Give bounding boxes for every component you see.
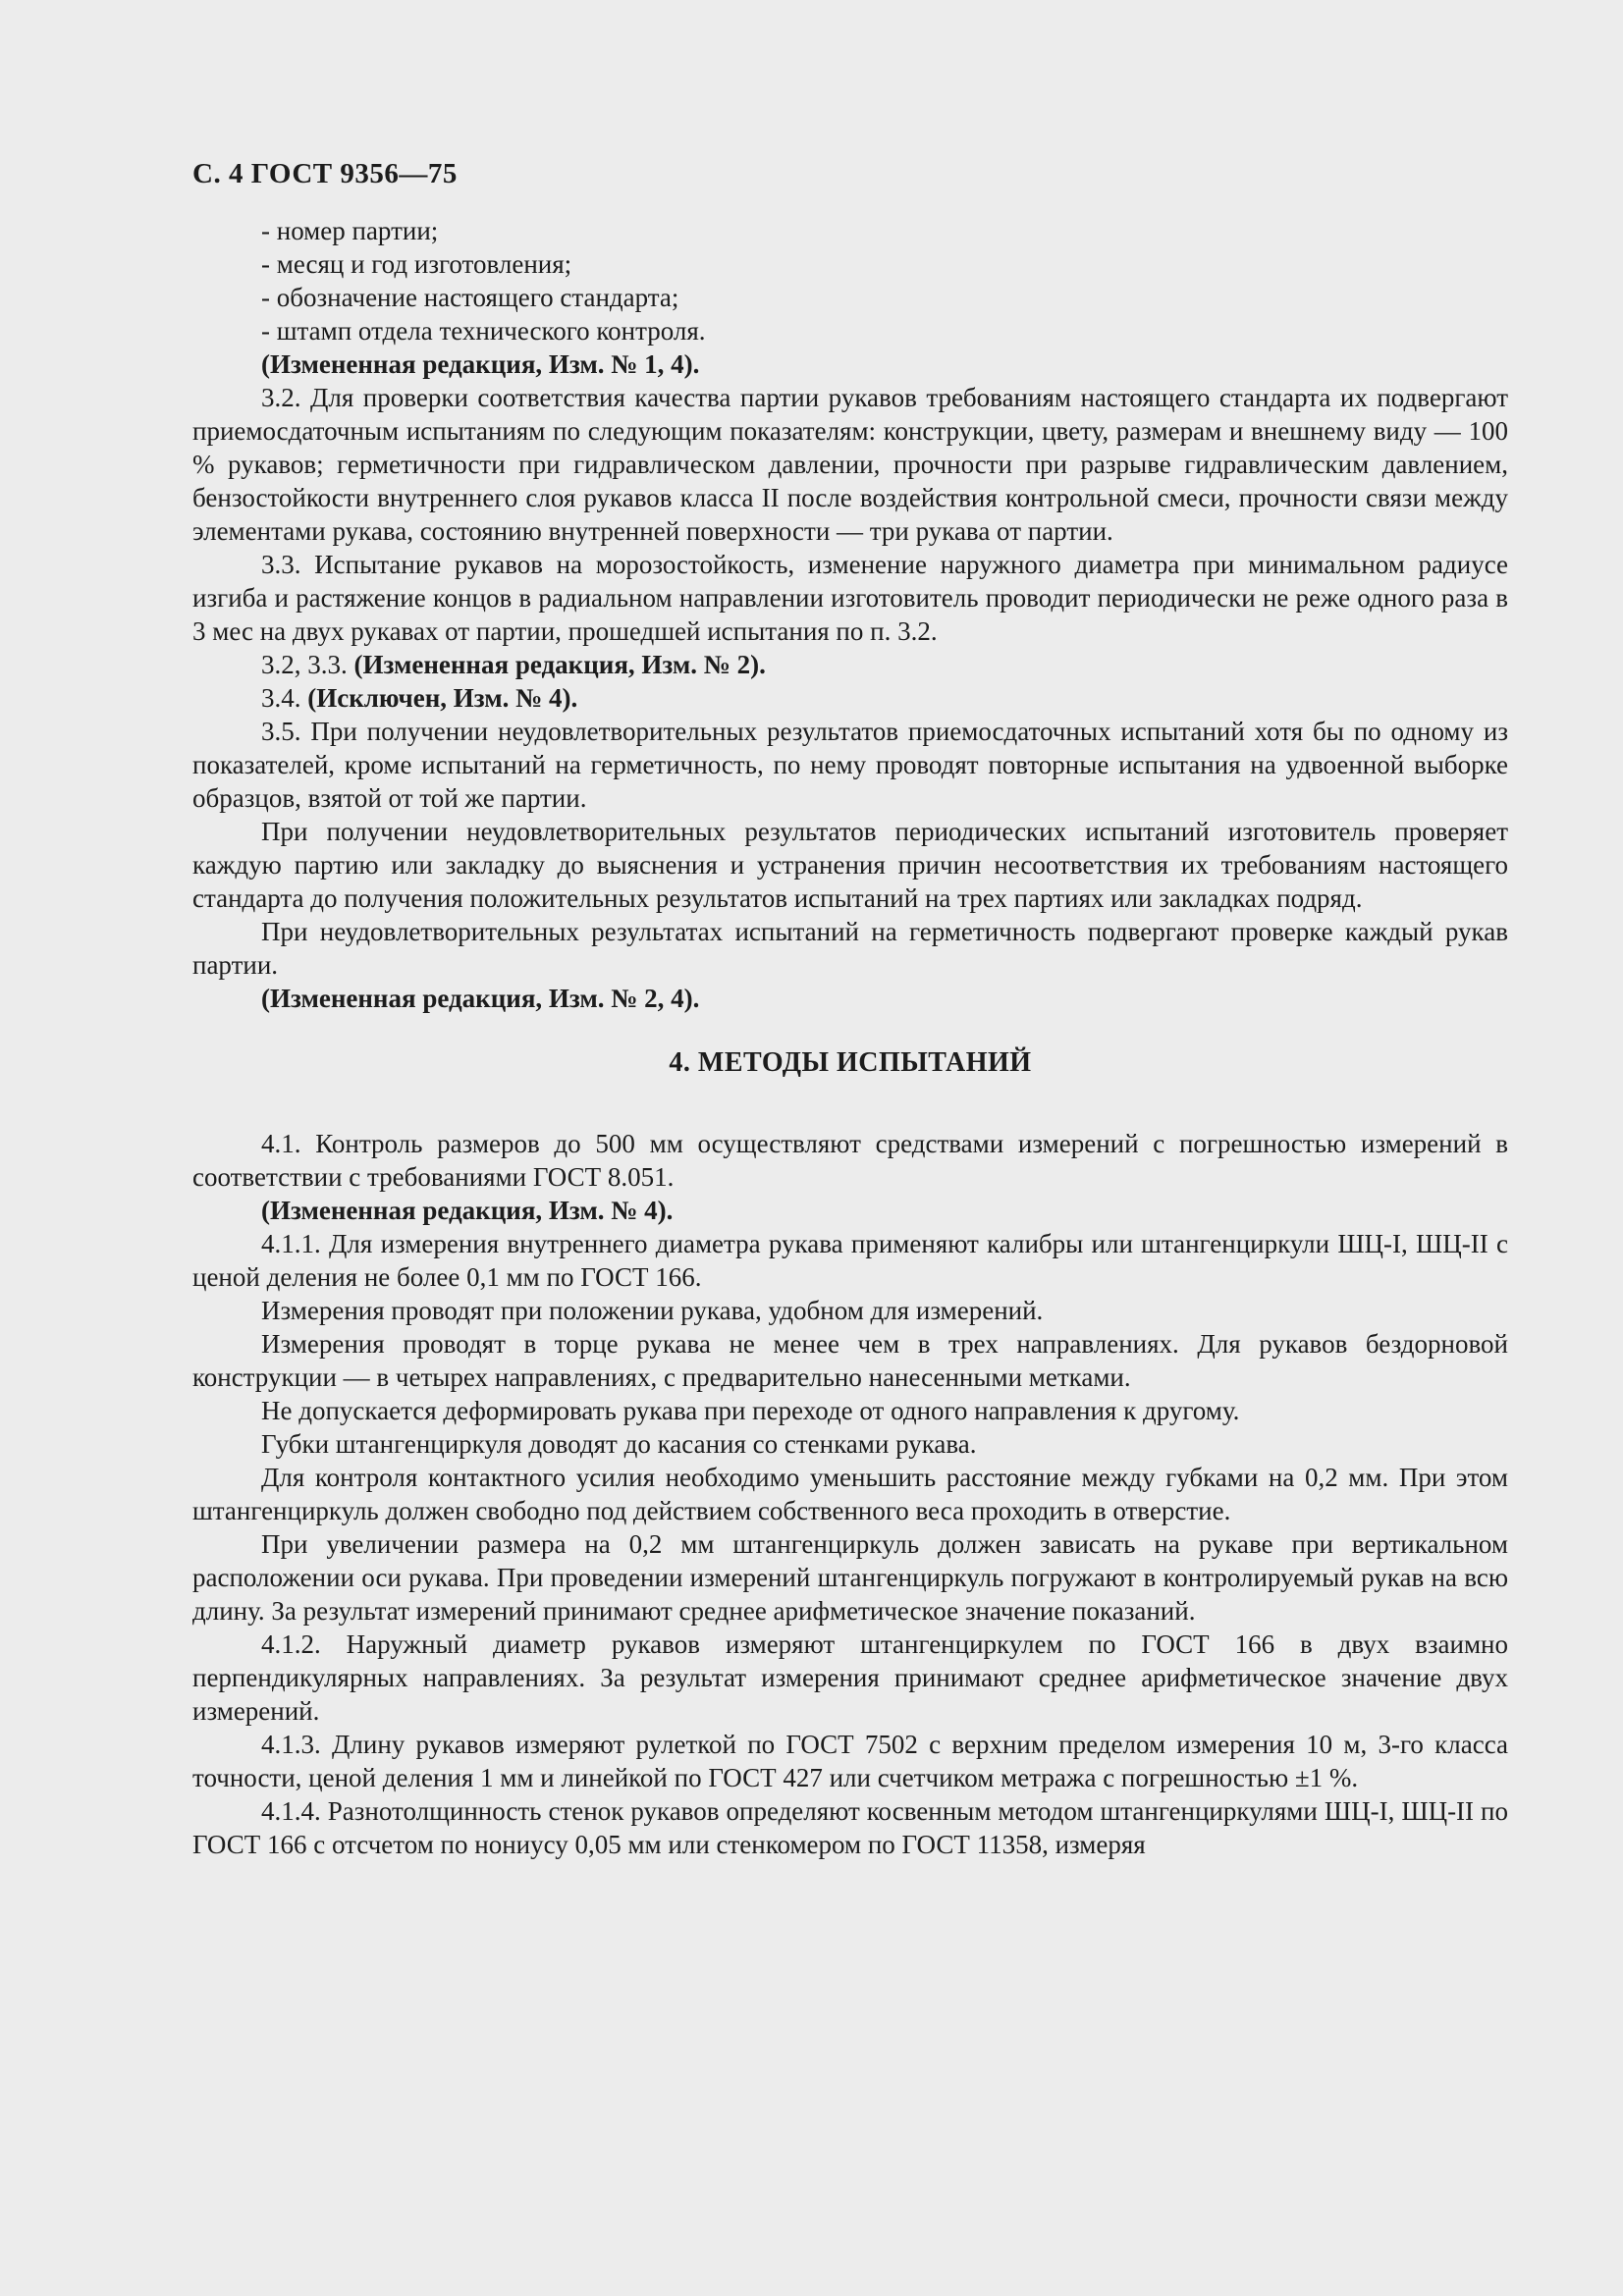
- amendment-prefix: 3.2, 3.3.: [261, 650, 354, 679]
- paragraph-number: 3.4.: [261, 683, 308, 713]
- paragraph-hermetic: При неудовлетворительных результатах испытаний на герметичность подвергают проверке каждый рукав партии.: [192, 917, 1508, 980]
- amendment-note: (Измененная редакция, Изм. № 1, 4).: [261, 349, 700, 379]
- list-item: - обозначение настоящего стандарта;: [261, 283, 679, 312]
- amendment-3-2-3-3: [192, 648, 1508, 681]
- paragraph-4-1-3: 4.1.3. Длину рукавов измеряют рулеткой по ГОСТ 7502 с верхним пределом измерения 10 м, 3-го класса точности, ценой деления 1 мм и линейкой по ГОСТ 427 или счетчиком метража с погрешностью ±1 %.: [192, 1730, 1508, 1792]
- amendment-note: (Измененная редакция, Изм. № 2, 4).: [261, 984, 700, 1013]
- amendment-note: (Измененная редакция, Изм. № 2).: [353, 650, 766, 679]
- excluded-note: (Исключен, Изм. № 4).: [307, 683, 578, 713]
- paragraph-4-1: 4.1. Контроль размеров до 500 мм осуществляют средствами измерений с погрешностью измерений в соответствии с требованиями ГОСТ 8.051.: [192, 1129, 1508, 1192]
- list-item: - месяц и год изготовления;: [261, 249, 572, 279]
- page-content: [192, 157, 1508, 1861]
- paragraph-measurement: Для контроля контактного усилия необходимо уменьшить расстояние между губками на 0,2 мм. При этом штангенциркуль должен свободно под действием собственного веса проходить в отверстие.: [192, 1463, 1508, 1525]
- paragraph-3-2: 3.2. Для проверки соответствия качества партии рукавов требованиям настоящего стандарта их подвергают приемосдаточным испытаниям по следующим показателям: конструкции, цвету, размерам и внешнему виду — 100 % рукавов; герметичности при гидравлическом давлении, прочности при разрыве гидравлическим давлением, бензостойкости внутреннего слоя рукавов класса II после воздействия контрольной смеси, прочности связи между элементами рукава, состоянию внутренней поверхности — три рукава от партии.: [192, 383, 1508, 546]
- paragraph-3-4: [192, 681, 1508, 715]
- paragraph-measurement: Измерения проводят в торце рукава не менее чем в трех направлениях. Для рукавов бездорновой конструкции — в четырех направлениях, с предварительно нанесенными метками.: [192, 1329, 1508, 1392]
- amendment-note: (Измененная редакция, Изм. № 4).: [261, 1196, 674, 1225]
- paragraph-periodic: При получении неудовлетворительных результатов периодических испытаний изготовитель проверяет каждую партию или закладку до выяснения и устранения причин несоответствия их требованиям настоящего стандарта до получения положительных результатов испытаний на трех партиях или закладках подряд.: [192, 817, 1508, 913]
- paragraph-measurement: Не допускается деформировать рукава при переходе от одного направления к другому.: [261, 1396, 1240, 1425]
- paragraph-4-1-4: 4.1.4. Разнотолщинность стенок рукавов определяют косвенным методом штангенциркулями ШЦ-I, ШЦ-II по ГОСТ 166 с отсчетом по нониусу 0,05 мм или стенкомером по ГОСТ 11358, измеряя: [192, 1796, 1508, 1859]
- paragraph-measurement: При увеличении размера на 0,2 мм штангенциркуль должен зависать на рукаве при вертикальном расположении оси рукава. При проведении измерений штангенциркуль погружают в контролируемый рукав на всю длину. За результат измерений принимают среднее арифметическое значение показаний.: [192, 1529, 1508, 1626]
- paragraph-measurement: Губки штангенциркуля доводят до касания со стенками рукава.: [261, 1429, 977, 1459]
- paragraph-measurement: Измерения проводят при положении рукава, удобном для измерений.: [261, 1296, 1044, 1325]
- list-item: - штамп отдела технического контроля.: [261, 316, 706, 346]
- paragraph-4-1-1: 4.1.1. Для измерения внутреннего диаметра рукава применяют калибры или штангенциркули ШЦ-I, ШЦ-II с ценой деления не более 0,1 мм по ГОСТ 166.: [192, 1229, 1508, 1292]
- page-header: С. 4 ГОСТ 9356—75: [192, 158, 458, 189]
- section-title: 4. МЕТОДЫ ИСПЫТАНИЙ: [669, 1047, 1032, 1078]
- paragraph-3-5: 3.5. При получении неудовлетворительных результатов приемосдаточных испытаний хотя бы по одному из показателей, кроме испытаний на герметичность, по нему проводят повторные испытания на удвоенной выборке образцов, взятой от той же партии.: [192, 717, 1508, 813]
- paragraph-4-1-2: 4.1.2. Наружный диаметр рукавов измеряют штангенциркулем по ГОСТ 166 в двух взаимно перпендикулярных направлениях. За результат измерения принимают среднее арифметическое значение двух измерений.: [192, 1629, 1508, 1726]
- list-item: - номер партии;: [261, 216, 439, 245]
- paragraph-3-3: 3.3. Испытание рукавов на морозостойкость, изменение наружного диаметра при минимальном радиусе изгиба и растяжение концов в радиальном направлении изготовитель проводит периодически не реже одного раза в 3 мес на двух рукавах от партии, прошедшей испытания по п. 3.2.: [192, 550, 1508, 646]
